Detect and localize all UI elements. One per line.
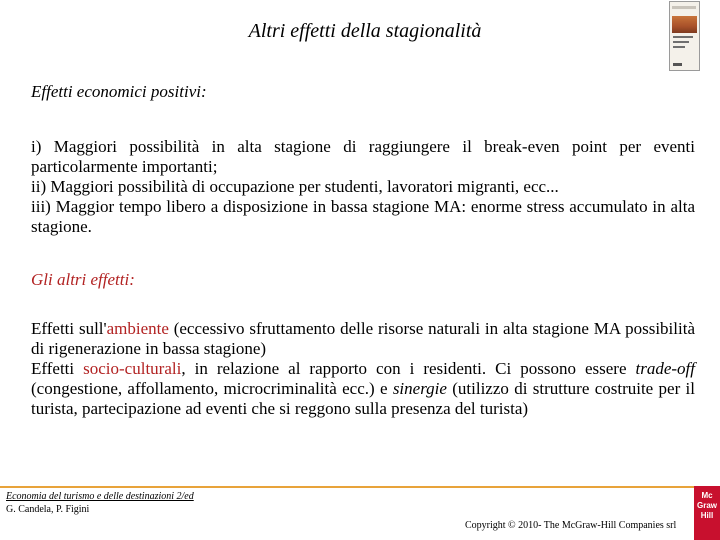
logo-text: Graw xyxy=(696,501,717,510)
footer-book-info xyxy=(6,490,194,516)
term-trade-off: trade-off xyxy=(635,359,696,378)
keyword-socio-culturali: socio-culturali xyxy=(83,359,182,378)
logo-text: Hill xyxy=(700,511,714,520)
text-run: (utilizzo di strutture costruite per il turista, partecipazione ad eventi che si reggono sulla presenza del turista) xyxy=(31,379,695,418)
section-heading-other: Gli altri effetti: xyxy=(31,270,135,289)
text-run: Effetti xyxy=(31,359,84,378)
keyword-ambiente: ambiente xyxy=(106,319,169,338)
list-item: iii) Maggior tempo libero a disposizione in bassa stagione MA: enorme stress accumulato in alta stagione. xyxy=(31,197,695,236)
mcgraw-hill-logo-icon xyxy=(694,486,720,540)
other-effects-text xyxy=(31,319,695,419)
text-run: (congestione, affollamento, microcriminalità ecc.) e xyxy=(31,379,393,398)
footer-divider xyxy=(0,486,694,488)
text-run: (eccessivo sfruttamento delle risorse naturali in alta stagione MA possibilità di rigenerazione in bassa stagione) xyxy=(31,319,695,358)
text-run: Effetti sull' xyxy=(31,319,107,338)
economic-effects-list xyxy=(31,137,695,237)
book-cover-icon xyxy=(669,1,700,71)
term-sinergie: sinergie xyxy=(392,379,447,398)
slide-title: Altri effetti della stagionalità xyxy=(248,20,482,42)
logo-text: Mc xyxy=(701,491,713,500)
section-heading-economic: Effetti economici positivi: xyxy=(31,82,207,101)
footer-copyright: Copyright © 2010- The McGraw-Hill Companies srl xyxy=(465,520,677,531)
footer-book-title: Economia del turismo e delle destinazioni 2/ed xyxy=(6,491,194,502)
footer-authors: G. Candela, P. Figini xyxy=(6,504,90,515)
text-run: , in relazione al rapporto con i residenti. Ci possono essere xyxy=(181,359,636,378)
list-item: i) Maggiori possibilità in alta stagione di raggiungere il break-even point per eventi particolarmente importanti; xyxy=(31,137,695,176)
list-item: ii) Maggiori possibilità di occupazione per studenti, lavoratori migranti, ecc... xyxy=(31,177,559,196)
